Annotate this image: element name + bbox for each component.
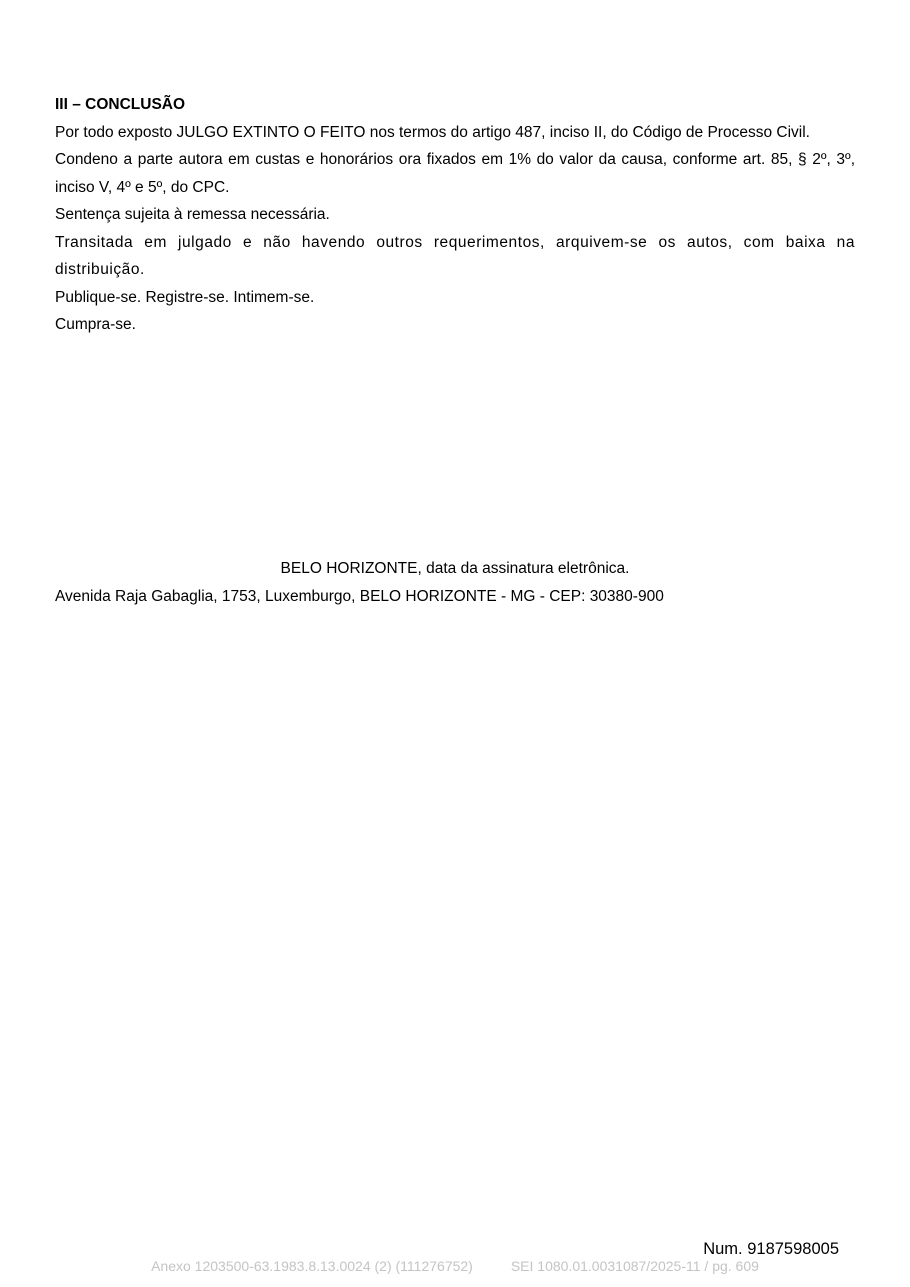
- signature-place-date: BELO HORIZONTE, data da assinatura eletrônica.: [280, 560, 630, 577]
- footer-stamp: [0, 1256, 910, 1276]
- paragraph-comply: Cumpra-se.: [55, 316, 136, 333]
- paragraph-publish: Publique-se. Registre-se. Intimem-se.: [55, 288, 315, 306]
- paragraph-review: Sentença sujeita à remessa necessária.: [55, 206, 330, 223]
- footer-sei-reference: SEI 1080.01.0031087/2025-11 / pg. 609: [510, 1258, 759, 1274]
- section-heading: III – CONCLUSÃO: [55, 96, 186, 113]
- footer-annex: Anexo 1203500-63.1983.8.13.0024 (2) (111276752): [151, 1258, 473, 1274]
- conclusion-section: [55, 91, 855, 339]
- paragraph-judgment: Por todo exposto JULGO EXTINTO O FEITO nos termos do artigo 487, inciso II, do Código de Processo Civil.: [55, 123, 810, 141]
- paragraph-costs: Condeno a parte autora em custas e honorários ora fixados em 1% do valor da causa, conforme art. 85, § 2º, 3º, inciso V, 4º e 5º, do CPC.: [55, 151, 855, 196]
- court-address: Avenida Raja Gabaglia, 1753, Luxemburgo, BELO HORIZONTE - MG - CEP: 30380-900: [55, 588, 664, 605]
- document-number: Num. 9187598005: [703, 1240, 839, 1258]
- paragraph-archive: Transitada em julgado e não havendo outros requerimentos, arquivem-se os autos, com baixa na distribuição.: [55, 233, 855, 278]
